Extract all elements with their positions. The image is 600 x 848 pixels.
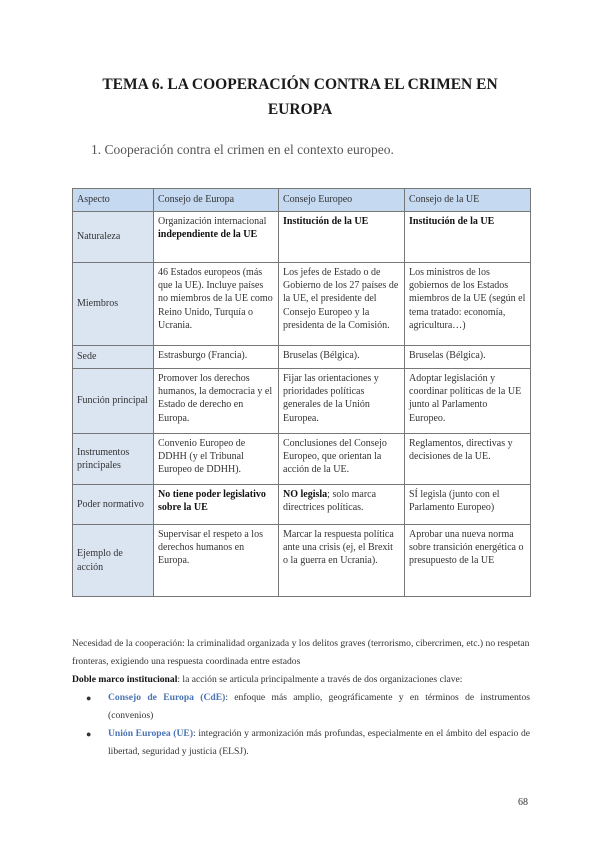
table-cell: Bruselas (Bélgica).	[279, 346, 405, 369]
table-cell: Adoptar legislación y coordinar políticas de la UE junto al Parlamento Europeo.	[405, 369, 531, 434]
table-row	[73, 346, 531, 369]
table-cell	[279, 212, 405, 263]
title-line-1: TEMA 6. LA COOPERACIÓN CONTRA EL CRIMEN EN	[102, 76, 498, 93]
organization-label: Unión Europea (UE)	[108, 728, 194, 739]
table-cell: 46 Estados europeos (más que la UE). Incluye países no miembros de la UE como Reino Unido, Turquía o Ucrania.	[154, 263, 279, 346]
organization-label: Consejo de Europa (CdE)	[108, 692, 226, 703]
header-consejo-europeo: Consejo Europeo	[279, 189, 405, 212]
aspect-cell: Función principal	[73, 369, 154, 434]
table-cell: Los jefes de Estado o de Gobierno de los 27 países de la UE, el presidente del Consejo Europeo y la presidenta de la Comisión.	[279, 263, 405, 346]
table-header-row	[73, 189, 531, 212]
table-cell: Promover los derechos humanos, la democracia y el Estado de derecho en Europa.	[154, 369, 279, 434]
table-row	[73, 525, 531, 597]
bullet-icon: ●	[86, 729, 92, 739]
organization-description: : integración y armonización más profundas, especialmente en el ámbito del espacio de libertad, seguridad y justicia (ELSJ).	[108, 728, 530, 757]
notes-section	[72, 635, 530, 761]
header-consejo-de-europa: Consejo de Europa	[154, 189, 279, 212]
aspect-cell: Ejemplo de acción	[73, 525, 154, 597]
table-cell: Aprobar una nueva norma sobre transición energética o presupuesto de la UE	[405, 525, 531, 597]
table-cell: SÍ legisla (junto con el Parlamento Europeo)	[405, 485, 531, 525]
cell-bold-text: No tiene poder legislativo sobre la UE	[158, 489, 266, 514]
section-heading: 1. Cooperación contra el crimen en el contexto europeo.	[91, 142, 394, 157]
double-framework-label: Doble marco institucional	[72, 674, 178, 685]
aspect-cell: Naturaleza	[73, 212, 154, 263]
cell-bold-text: NO legisla	[283, 489, 328, 500]
cell-text: ; solo marca directrices políticas.	[283, 489, 377, 514]
table-row	[73, 369, 531, 434]
table-cell: Los ministros de los gobiernos de los Estados miembros de la UE (según el tema tratado: economía, agricultura…)	[405, 263, 531, 346]
header-aspect: Aspecto	[73, 189, 154, 212]
aspect-cell: Miembros	[73, 263, 154, 346]
organizations-list	[72, 689, 530, 761]
table-cell	[154, 212, 279, 263]
page-title	[70, 72, 530, 122]
table-cell: Reglamentos, directivas y decisiones de la UE.	[405, 434, 531, 485]
cell-bold-text: Institución de la UE	[283, 216, 369, 227]
header-consejo-de-la-ue: Consejo de la UE	[405, 189, 531, 212]
cell-text: Organización internacional	[158, 216, 267, 227]
table-cell: Estrasburgo (Francia).	[154, 346, 279, 369]
comparison-table	[72, 188, 531, 597]
page-number: 68	[518, 797, 528, 808]
table-cell: Marcar la respuesta política ante una crisis (ej, el Brexit o la guerra en Ucrania).	[279, 525, 405, 597]
table-cell: Fijar las orientaciones y prioridades políticas generales de la Unión Europea.	[279, 369, 405, 434]
table-row	[73, 263, 531, 346]
table-cell	[154, 485, 279, 525]
aspect-cell: Instrumentos principales	[73, 434, 154, 485]
double-framework-paragraph	[72, 671, 530, 689]
table-cell: Convenio Europeo de DDHH (y el Tribunal Europeo de DDHH).	[154, 434, 279, 485]
title-line-2: EUROPA	[267, 101, 333, 118]
organization-description: : enfoque más amplio, geográficamente y en términos de instrumentos (convenios)	[108, 692, 530, 721]
table-cell	[279, 485, 405, 525]
table-row	[73, 434, 531, 485]
aspect-cell: Sede	[73, 346, 154, 369]
table-cell: Conclusiones del Consejo Europeo, que orientan la acción de la UE.	[279, 434, 405, 485]
bullet-icon: ●	[86, 693, 92, 703]
cooperation-need-paragraph: Necesidad de la cooperación: la criminalidad organizada y los delitos graves (terrorismo, cibercrimen, etc.) no respetan fronteras, exigiendo una respuesta coordinada entre estados	[72, 638, 530, 667]
cell-bold-text: Institución de la UE	[409, 216, 495, 227]
list-item	[72, 725, 530, 761]
cell-bold-text: independiente de la UE	[158, 229, 258, 241]
double-framework-text: : la acción se articula principalmente a través de dos organizaciones clave:	[177, 674, 463, 685]
table-cell	[405, 212, 531, 263]
table-row	[73, 212, 531, 263]
table-cell: Supervisar el respeto a los derechos humanos en Europa.	[154, 525, 279, 597]
list-item	[72, 689, 530, 725]
aspect-cell: Poder normativo	[73, 485, 154, 525]
table-cell: Bruselas (Bélgica).	[405, 346, 531, 369]
table-row	[73, 485, 531, 525]
